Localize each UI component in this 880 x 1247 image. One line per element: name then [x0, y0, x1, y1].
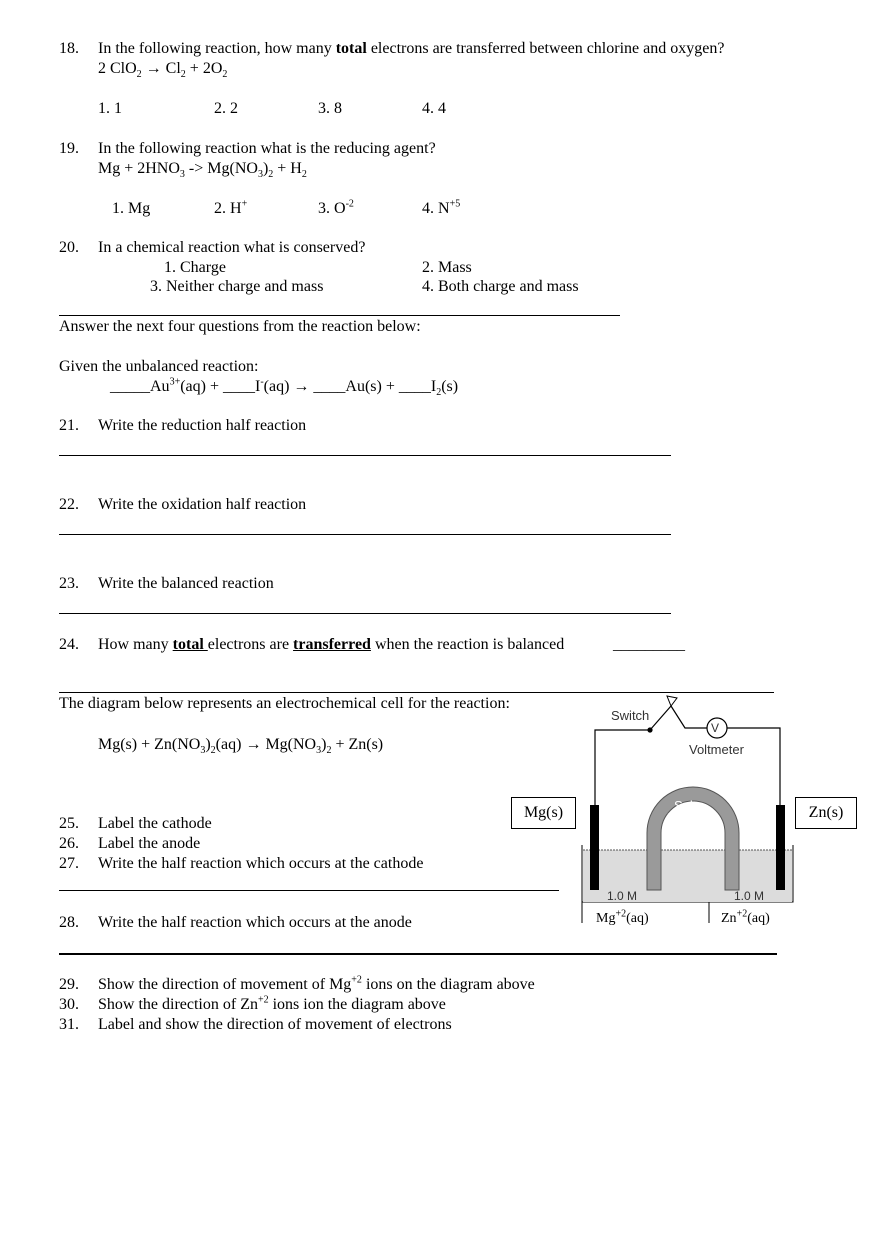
divider [59, 315, 620, 316]
q18-choice-4: 4. 4 [422, 100, 446, 117]
question-21-number: 21. [59, 417, 79, 434]
mg-electrode-label: Mg(s) [511, 797, 576, 829]
mg-electrode[interactable] [590, 805, 599, 890]
salt-bridge-label-2: bridge [667, 811, 704, 826]
q18-choice-2: 2. 2 [214, 100, 238, 117]
cell-reaction: $Mg(s) + Zn(NO_3)_2(aq) \to Mg(NO_3)_2 + Zn(s)$ [98, 736, 384, 757]
q19-choice-4: 4. $N^{+5}$ [422, 198, 461, 217]
zn-electrode[interactable] [776, 805, 785, 890]
question-18-equation: 2 $ClO_2 \to Cl_2 + 2O_2$ [98, 60, 228, 81]
question-20-text: In a chemical reaction what is conserved? [98, 239, 366, 256]
q24-total: total [172, 636, 208, 653]
question-28-text: Write the half reaction which occurs at the anode [98, 914, 412, 931]
q18-bold-total: total [335, 40, 367, 57]
question-19-text: In the following reaction what is the reducing agent? [98, 140, 436, 157]
switch-lever[interactable] [650, 706, 671, 730]
answer-line-27[interactable] [59, 890, 559, 891]
q19-choice-2: 2. H+ [214, 198, 248, 217]
q20-choice-3: 3. Neither charge and mass [150, 278, 324, 295]
question-27-number: 27. [59, 855, 79, 872]
question-26-text: Label the anode [98, 835, 201, 852]
q19-choice-1: 1. Mg [112, 200, 151, 217]
answer-blank-24[interactable]: _________ [613, 636, 685, 653]
q24-transferred: transferred [293, 636, 371, 653]
question-28-number: 28. [59, 914, 79, 931]
answer-line-21[interactable] [59, 455, 671, 456]
question-24-text: How many total electrons are transferred when the reaction is balanced [98, 636, 565, 653]
left-wire [595, 730, 650, 805]
question-19-number: 19. [59, 140, 79, 157]
given-label: Given the unbalanced reaction: [59, 358, 259, 375]
question-24-number: 24. [59, 636, 79, 653]
q18-choice-1: 1. 1 [98, 100, 122, 117]
question-31-number: 31. [59, 1016, 79, 1033]
q18-pre: In the following reaction, how many [98, 40, 336, 57]
arrow-icon: → [245, 736, 262, 753]
question-26-number: 26. [59, 835, 79, 852]
zn-electrode-label: Zn(s) [795, 797, 857, 829]
question-27-text: Write the half reaction which occurs at the cathode [98, 855, 424, 872]
right-concentration: 1.0 M [734, 889, 765, 903]
question-18-text [98, 39, 724, 59]
question-22-number: 22. [59, 496, 79, 513]
question-25-number: 25. [59, 815, 79, 832]
q20-choice-4: 4. Both charge and mass [422, 278, 579, 295]
q19-choice-3: 3. $O^{-2}$ [318, 198, 354, 217]
question-29-text: Show the direction of movement of $Mg^{+2}$ ions on the diagram above [98, 974, 535, 993]
unbalanced-reaction: $\_\_\_\_\_Au^{3+}(aq)$ + ____I-(aq) → ____Au(s) + $\_\_\_\_I_2(s)$ [110, 376, 459, 399]
answer-line-28[interactable] [59, 953, 777, 955]
question-18-number: 18. [59, 40, 79, 57]
salt-bridge-label-1: Salt [674, 798, 697, 813]
question-29-number: 29. [59, 976, 79, 993]
question-23-text: Write the balanced reaction [98, 575, 274, 592]
question-20-number: 20. [59, 239, 79, 256]
switch-wire [671, 706, 707, 728]
q20-choice-1: 1. Charge [164, 259, 226, 276]
answer-line-23[interactable] [59, 613, 671, 614]
voltmeter-v: V [711, 721, 720, 735]
switch-label: Switch [611, 708, 650, 723]
next-four-instruction: Answer the next four questions from the reaction below: [59, 318, 421, 335]
left-concentration: 1.0 M [607, 889, 638, 903]
answer-line-22[interactable] [59, 534, 671, 535]
question-25-text: Label the cathode [98, 815, 212, 832]
question-23-number: 23. [59, 575, 79, 592]
question-19-equation: $Mg + 2HNO_3 -> Mg(NO_3)_2 + H_2$ [98, 160, 307, 181]
question-30-text: Show the direction of $Zn^{+2}$ ions ion the diagram above [98, 994, 446, 1013]
question-30-number: 30. [59, 996, 79, 1013]
arrow-icon: → [145, 60, 162, 77]
cell-intro: The diagram below represents an electrochemical cell for the reaction: [59, 695, 510, 712]
q18-choice-3: 3. 8 [318, 100, 342, 117]
q18-post: electrons are transferred between chlorine and oxygen? [366, 40, 725, 57]
question-22-text: Write the oxidation half reaction [98, 496, 307, 513]
switch-handle-icon[interactable] [667, 696, 677, 706]
right-solution-label: $Zn^{+2}(aq)$ [721, 908, 770, 926]
question-31-text: Label and show the direction of movement of electrons [98, 1016, 452, 1033]
q20-choice-2: 2. Mass [422, 259, 472, 276]
voltmeter-label: Voltmeter [689, 742, 744, 757]
left-solution-label: $Mg^{+2}(aq)$ [596, 908, 649, 926]
question-21-text: Write the reduction half reaction [98, 417, 307, 434]
